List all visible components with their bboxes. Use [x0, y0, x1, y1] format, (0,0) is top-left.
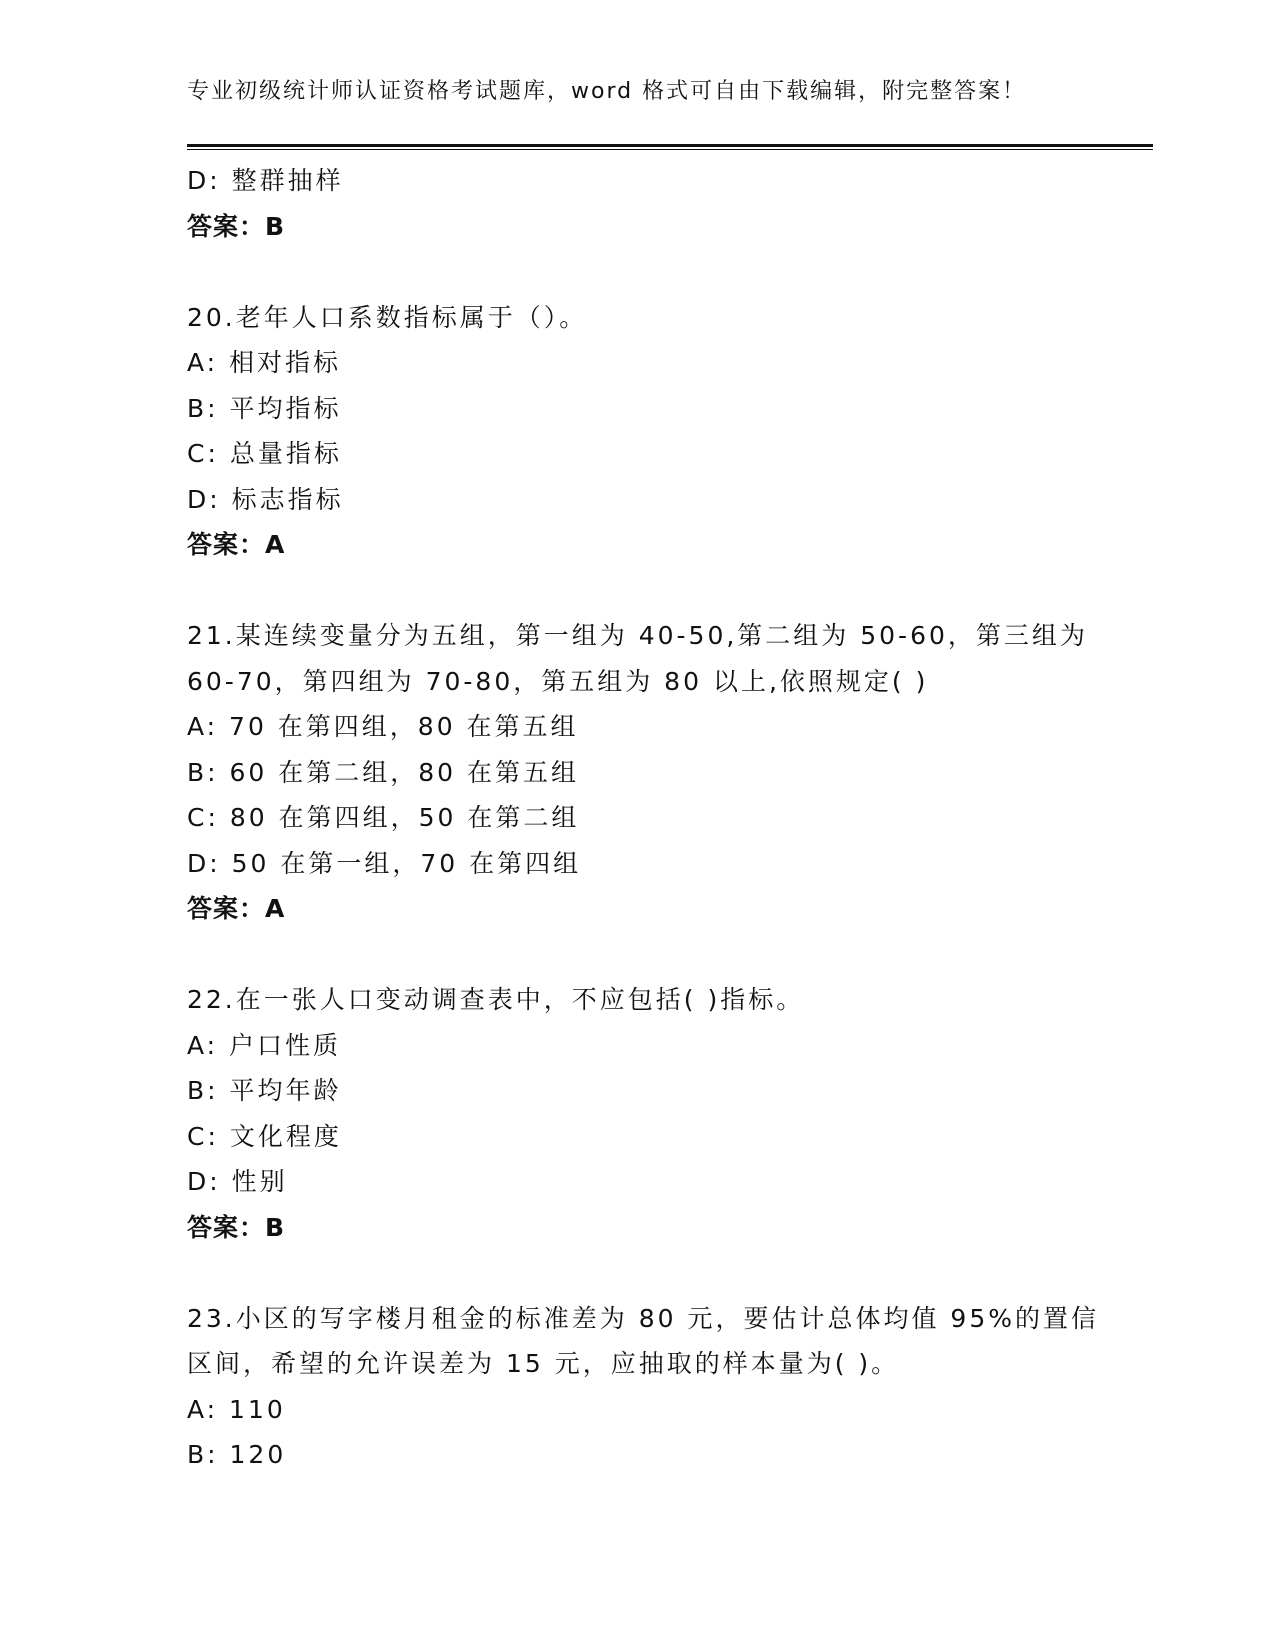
question-23-option-a: A: 110	[187, 1394, 286, 1424]
question-22-option-d: D: 性别	[187, 1167, 288, 1196]
answer-line: 答案：B	[187, 211, 286, 241]
question-21-option-d: D: 50 在第一组，70 在第四组	[187, 848, 582, 878]
question-content	[187, 158, 1099, 1478]
question-22-answer: 答案：B	[187, 1212, 286, 1242]
spacer	[187, 249, 1087, 295]
question-23-option-b: B: 120	[187, 1440, 287, 1469]
question-21-option-b: B: 60 在第二组，80 在第五组	[187, 757, 580, 787]
question-22-option-c: C: 文化程度	[187, 1121, 342, 1151]
spacer	[187, 932, 1087, 978]
spacer	[187, 1250, 1087, 1296]
question-21-option-c: C: 80 在第四组，50 在第二组	[187, 803, 580, 832]
page-header: 专业初级统计师认证资格考试题库，word 格式可自由下载编辑，附完整答案！	[187, 79, 1027, 104]
question-22-option-a: A: 户口性质	[187, 1030, 342, 1060]
option-d: D: 整群抽样	[187, 166, 344, 195]
question-20-answer: 答案：A	[187, 530, 286, 559]
question-21-stem-line-2: 60-70，第四组为 70-80，第五组为 80 以上,依照规定( )	[187, 666, 929, 696]
question-21-answer: 答案：A	[187, 894, 286, 923]
spacer	[187, 568, 1087, 614]
question-20-stem: 20.老年人口系数指标属于（）。	[187, 302, 588, 332]
question-23-stem-line-2: 区间，希望的允许误差为 15 元，应抽取的样本量为( )。	[187, 1349, 900, 1378]
question-23-stem-line-1: 23.小区的写字楼月租金的标准差为 80 元，要估计总体均值 95%的置信	[187, 1303, 1099, 1333]
header-rule-thick	[187, 144, 1153, 147]
question-21-stem-line-1: 21.某连续变量分为五组，第一组为 40-50,第二组为 50-60，第三组为	[187, 621, 1088, 650]
question-21-option-a: A: 70 在第四组，80 在第五组	[187, 712, 579, 741]
header-rule-thin	[187, 149, 1153, 150]
question-20-option-b: B: 平均指标	[187, 393, 342, 423]
question-20-option-c: C: 总量指标	[187, 439, 342, 468]
question-22-option-b: B: 平均年龄	[187, 1076, 342, 1105]
question-20-option-a: A: 相对指标	[187, 348, 342, 377]
question-20-option-d: D: 标志指标	[187, 484, 344, 514]
question-22-stem: 22.在一张人口变动调查表中，不应包括( )指标。	[187, 985, 805, 1014]
